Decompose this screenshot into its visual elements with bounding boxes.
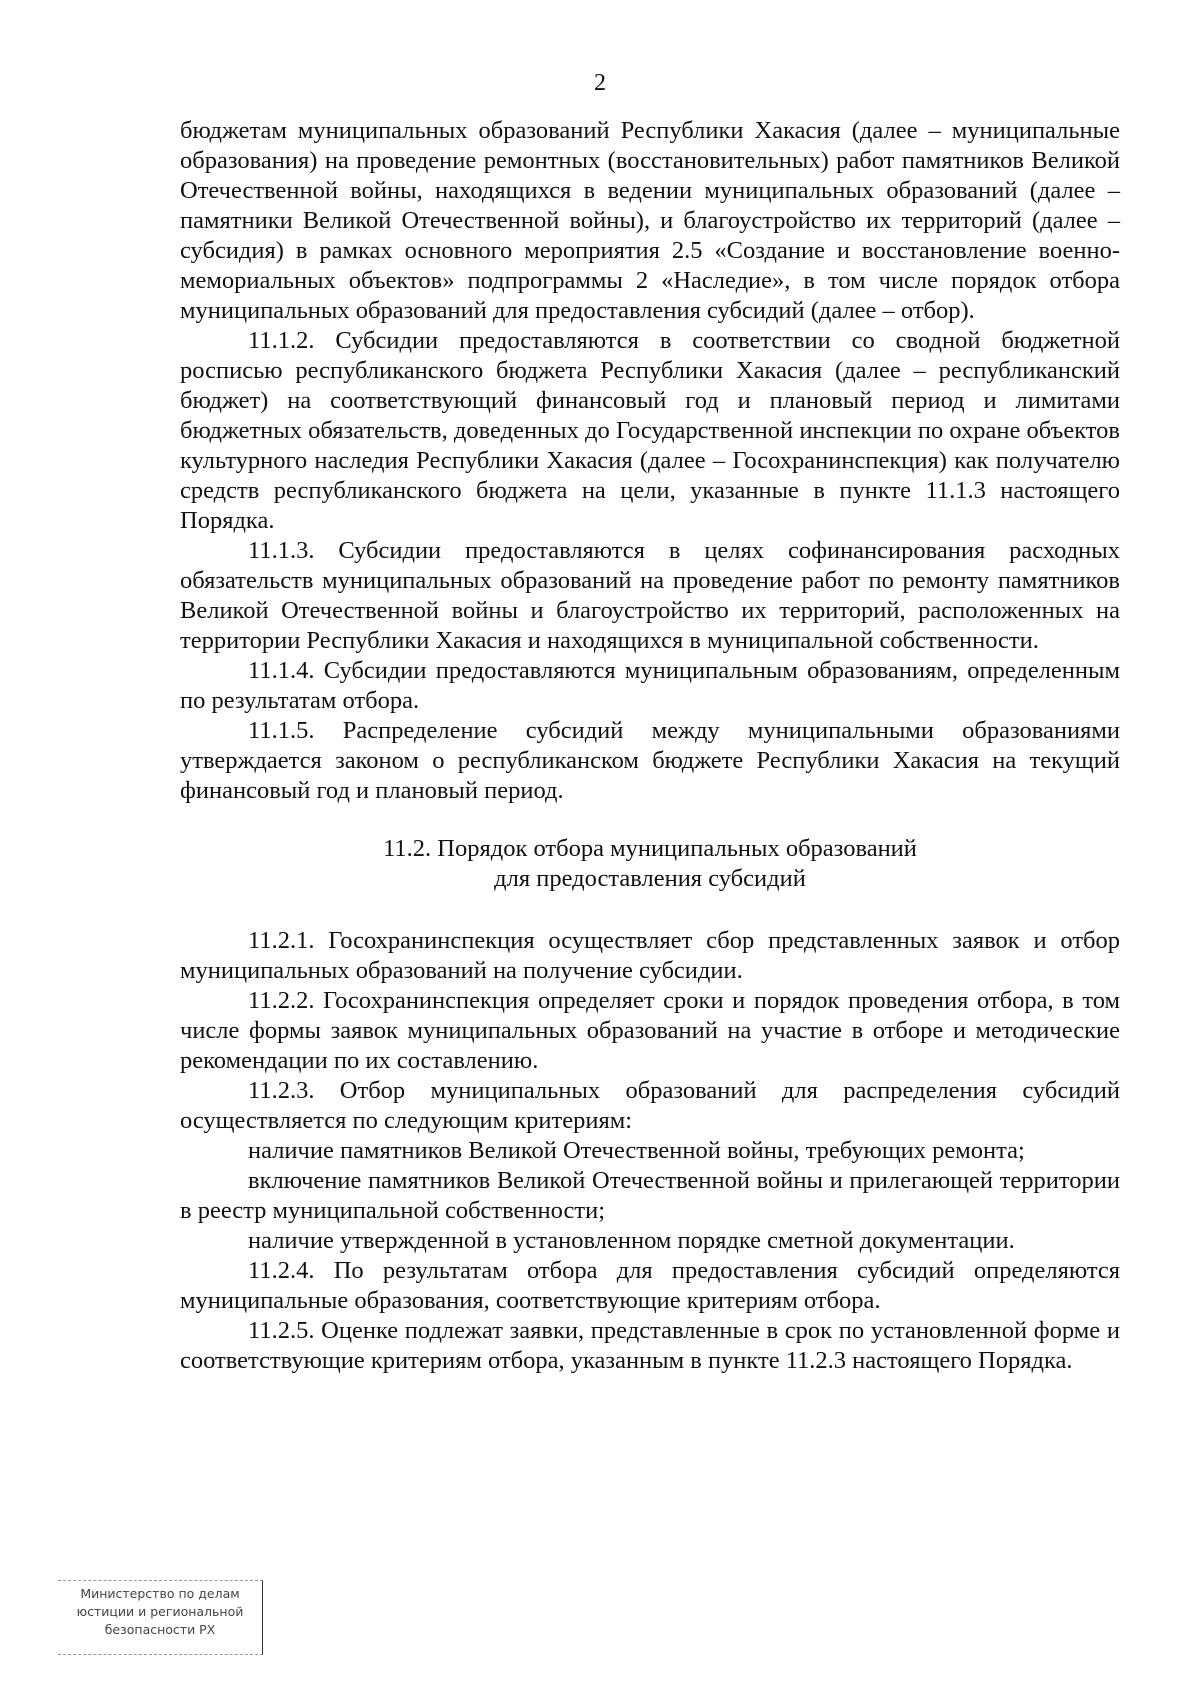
- paragraph: включение памятников Великой Отечественной войны и прилегающей территории в реестр муниципальной собственности;: [180, 1167, 1120, 1224]
- paragraph: 11.1.3. Субсидии предоставляются в целях софинансирования расходных обязательств муниципальных образований на проведение работ по ремонту памятников Великой Отечественной войны и благоустройство их территорий, расположенных на территории Республики Хакасия и находящихся в муниципальной собственности.: [180, 537, 1120, 654]
- paragraph-group-bottom: [180, 926, 1120, 1376]
- document-body: [180, 116, 1120, 1376]
- section-heading: [180, 834, 1120, 894]
- page-number: 2: [594, 70, 606, 96]
- paragraph: 11.2.4. По результатам отбора для предоставления субсидий определяются муниципальные образования, соответствующие критериям отбора.: [180, 1257, 1120, 1314]
- paragraph: 11.2.3. Отбор муниципальных образований для распределения субсидий осуществляется по следующим критериям:: [180, 1077, 1120, 1134]
- paragraph: 11.2.5. Оценке подлежат заявки, представленные в срок по установленной форме и соответствующие критериям отбора, указанным в пункте 11.2.3 настоящего Порядка.: [180, 1317, 1120, 1374]
- paragraph: наличие утвержденной в установленном порядке сметной документации.: [248, 1227, 1015, 1254]
- stamp-line-2: юстиции и региональной: [76, 1604, 244, 1619]
- paragraph: 11.1.4. Субсидии предоставляются муниципальным образованиям, определенным по результатам отбора.: [180, 657, 1120, 714]
- section-heading-line-2: для предоставления субсидий: [494, 865, 806, 892]
- paragraph-group-top: [180, 116, 1120, 806]
- stamp-line-3: безопасности РХ: [104, 1622, 216, 1637]
- paragraph: 11.2.1. Госохранинспекция осуществляет сбор представленных заявок и отбор муниципальных образований на получение субсидии.: [180, 927, 1120, 984]
- paragraph: наличие памятников Великой Отечественной войны, требующих ремонта;: [248, 1137, 1025, 1164]
- paragraph: 11.1.5. Распределение субсидий между муниципальными образованиями утверждается законом о республиканском бюджете Республики Хакасия на текущий финансовый год и плановый период.: [180, 717, 1120, 804]
- section-heading-line-1: 11.2. Порядок отбора муниципальных образований: [383, 835, 917, 862]
- stamp-line-1: Министерство по делам: [80, 1586, 240, 1601]
- registration-stamp: [58, 1580, 263, 1655]
- paragraph: 11.1.2. Субсидии предоставляются в соответствии со сводной бюджетной росписью республиканского бюджета Республики Хакасия (далее – республиканский бюджет) на соответствующий финансовый год и плановый период и лимитами бюджетных обязательств, доведенных до Государственной инспекции по охране объектов культурного наследия Республики Хакасия (далее – Госохранинспекция) как получателю средств республиканского бюджета на цели, указанные в пункте 11.1.3 настоящего Порядка.: [180, 327, 1120, 534]
- paragraph: бюджетам муниципальных образований Республики Хакасия (далее – муниципальные образования) на проведение ремонтных (восстановительных) работ памятников Великой Отечественной войны, находящихся в ведении муниципальных образований (далее – памятники Великой Отечественной войны), и благоустройство их территорий (далее – субсидия) в рамках основного мероприятия 2.5 «Создание и восстановление военно-мемориальных объектов» подпрограммы 2 «Наследие», в том числе порядок отбора муниципальных образований для предоставления субсидий (далее – отбор).: [180, 117, 1120, 324]
- paragraph: 11.2.2. Госохранинспекция определяет сроки и порядок проведения отбора, в том числе формы заявок муниципальных образований на участие в отборе и методические рекомендации по их составлению.: [180, 987, 1120, 1074]
